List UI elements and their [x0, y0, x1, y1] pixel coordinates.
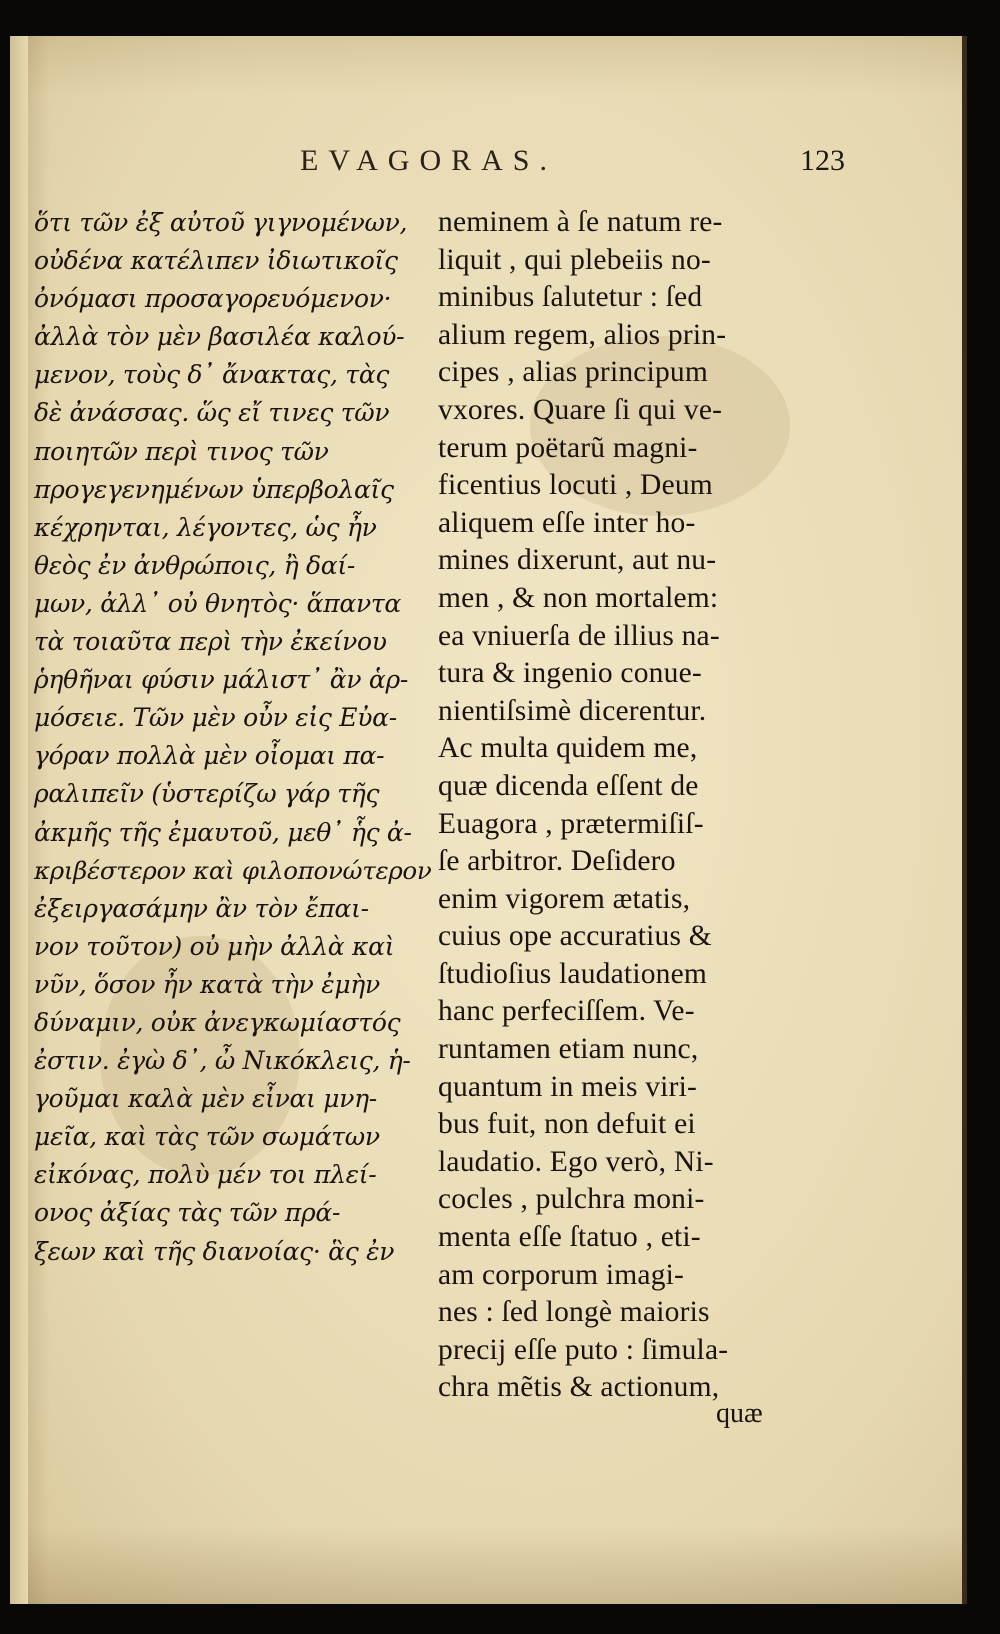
text-line: men , & non mortalem:	[438, 581, 719, 614]
text-line: τὰ τοιαῦτα περὶ τὴν ἐκείνου	[34, 627, 387, 657]
text-line: ἐστιν. ἐγὼ δ᾽, ὦ Νικόκλεις, ἡ-	[34, 1046, 411, 1076]
text-line: enim vigorem ætatis,	[438, 882, 691, 915]
text-line: εἰκόνας, πολὺ μέν τοι πλεί-	[34, 1160, 377, 1190]
text-line: vxores. Quare ſi qui ve-	[438, 393, 723, 426]
text-line: μεῖα, καὶ τὰς τῶν σωμάτων	[34, 1122, 380, 1152]
text-line: προγεγενημένων ὑπερβολαῖς	[34, 474, 394, 504]
text-line: am corporum imagi-	[438, 1258, 685, 1291]
page-gutter	[10, 36, 28, 1604]
text-line: κέχρηνται, λέγοντες, ὡς ἦν	[34, 512, 377, 542]
text-line: menta eſſe ſtatuo , eti-	[438, 1221, 701, 1254]
running-title: EVAGORAS.	[300, 144, 557, 177]
text-line: ἀκμῆς τῆς ἐμαυτοῦ, μεθ᾽ ἧς ἀ-	[34, 817, 412, 847]
text-line: quantum in meis viri-	[438, 1070, 698, 1103]
text-line: μενον, τοὺς δ᾽ ἄνακτας, τὰς	[34, 360, 390, 390]
text-line: ea vniuerſa de illius na-	[438, 619, 720, 652]
text-line: γόραν πολλὰ μὲν οἶομαι πα-	[34, 741, 385, 771]
text-line: laudatio. Ego verò, Ni-	[438, 1145, 714, 1178]
text-line: δὲ ἀνάσσας. ὥς εἴ τινες τῶν	[34, 398, 390, 428]
text-line: Ac multa quidem me,	[438, 732, 698, 765]
text-line: bus fuit, non defuit ei	[438, 1108, 696, 1141]
text-line: ὀνόμασι προσαγορευόμενον·	[34, 284, 392, 314]
text-line: chra mẽtis & actionum,	[438, 1371, 720, 1404]
text-line: ποιητῶν περὶ τινος τῶν	[34, 436, 329, 466]
latin-text-column	[438, 204, 806, 1407]
text-line: ραλιπεῖν (ὑστερίζω γάρ τῆς	[34, 779, 380, 809]
greek-text-column	[30, 204, 435, 1271]
text-line: minibus ſalutetur : ſed	[438, 281, 703, 314]
text-line: precij eſſe puto : ſimula-	[438, 1333, 729, 1366]
text-line: Euagora , prætermiſiſ-	[438, 807, 704, 840]
text-line: ονος ἀξίας τὰς τῶν πρά-	[34, 1198, 341, 1228]
text-line: μόσειε. Τῶν μὲν οὖν εἰς Εὐα-	[34, 703, 397, 733]
text-line: ſtudioſius laudationem	[438, 957, 708, 990]
text-line: νῦν, ὅσον ἦν κατὰ τὴν ἐμὴν	[34, 969, 380, 999]
catchword: quæ	[716, 1398, 763, 1429]
text-line: ficentius locuti , Deum	[438, 469, 713, 502]
text-line: runtamen etiam nunc,	[438, 1033, 699, 1066]
text-line: neminem à ſe natum re-	[438, 206, 723, 238]
text-line: nientiſsimè dicerentur.	[438, 694, 707, 727]
text-line: δύναμιν, οὐκ ἀνεγκωμίαστός	[34, 1007, 401, 1037]
text-line: liquit , qui plebeiis no-	[438, 243, 711, 276]
text-line: cuius ope accuratius &	[438, 920, 712, 953]
text-line: hanc perfeciſſem. Ve-	[438, 995, 695, 1028]
text-line: alium regem, alios prin-	[438, 318, 727, 351]
text-line: νον τοῦτον) οὐ μὴν ἀλλὰ καὶ	[34, 931, 395, 961]
text-line: ſe arbitror. Deſidero	[438, 845, 676, 878]
text-line: ξεων καὶ τῆς διανοίας· ἃς ἐν	[34, 1236, 395, 1266]
text-line: γοῦμαι καλὰ μὲν εἶναι μνη-	[34, 1084, 377, 1114]
text-line: ῥηθῆναι φύσιν μάλιστ᾽ ἂν ἁρ-	[34, 665, 409, 695]
text-line: ἐξειργασάμην ἂν τὸν ἔπαι-	[34, 893, 369, 923]
text-line: cipes , alias principum	[438, 356, 709, 389]
text-line: aliquem eſſe inter ho-	[438, 506, 696, 539]
text-line: οὐδένα κατέλιπεν ἰδιωτικοῖς	[34, 246, 398, 276]
text-line: θεὸς ἐν ἀνθρώποις, ἢ δαί-	[34, 550, 356, 580]
text-line: quæ dicenda eſſent de	[438, 769, 699, 802]
text-line: cocles , pulchra moni-	[438, 1183, 705, 1216]
text-line: terum poëtarũ magni-	[438, 431, 698, 464]
text-line: mines dixerunt, aut nu-	[438, 544, 717, 577]
text-line: κριβέστερον καὶ φιλοπονώτερον	[34, 855, 432, 885]
page-number: 123	[800, 144, 845, 177]
text-line: nes : ſed longè maioris	[438, 1296, 710, 1329]
text-line: ἀλλὰ τὸν μὲν βασιλέα καλού-	[34, 322, 405, 352]
book-page	[10, 36, 965, 1604]
text-line: tura & ingenio conue-	[438, 657, 702, 690]
text-line: μων, ἀλλ᾽ οὐ θνητὸς· ἅπαντα	[34, 588, 401, 618]
text-line: ὅτι τῶν ἐξ αὐτοῦ γιγνομένων,	[34, 208, 408, 237]
